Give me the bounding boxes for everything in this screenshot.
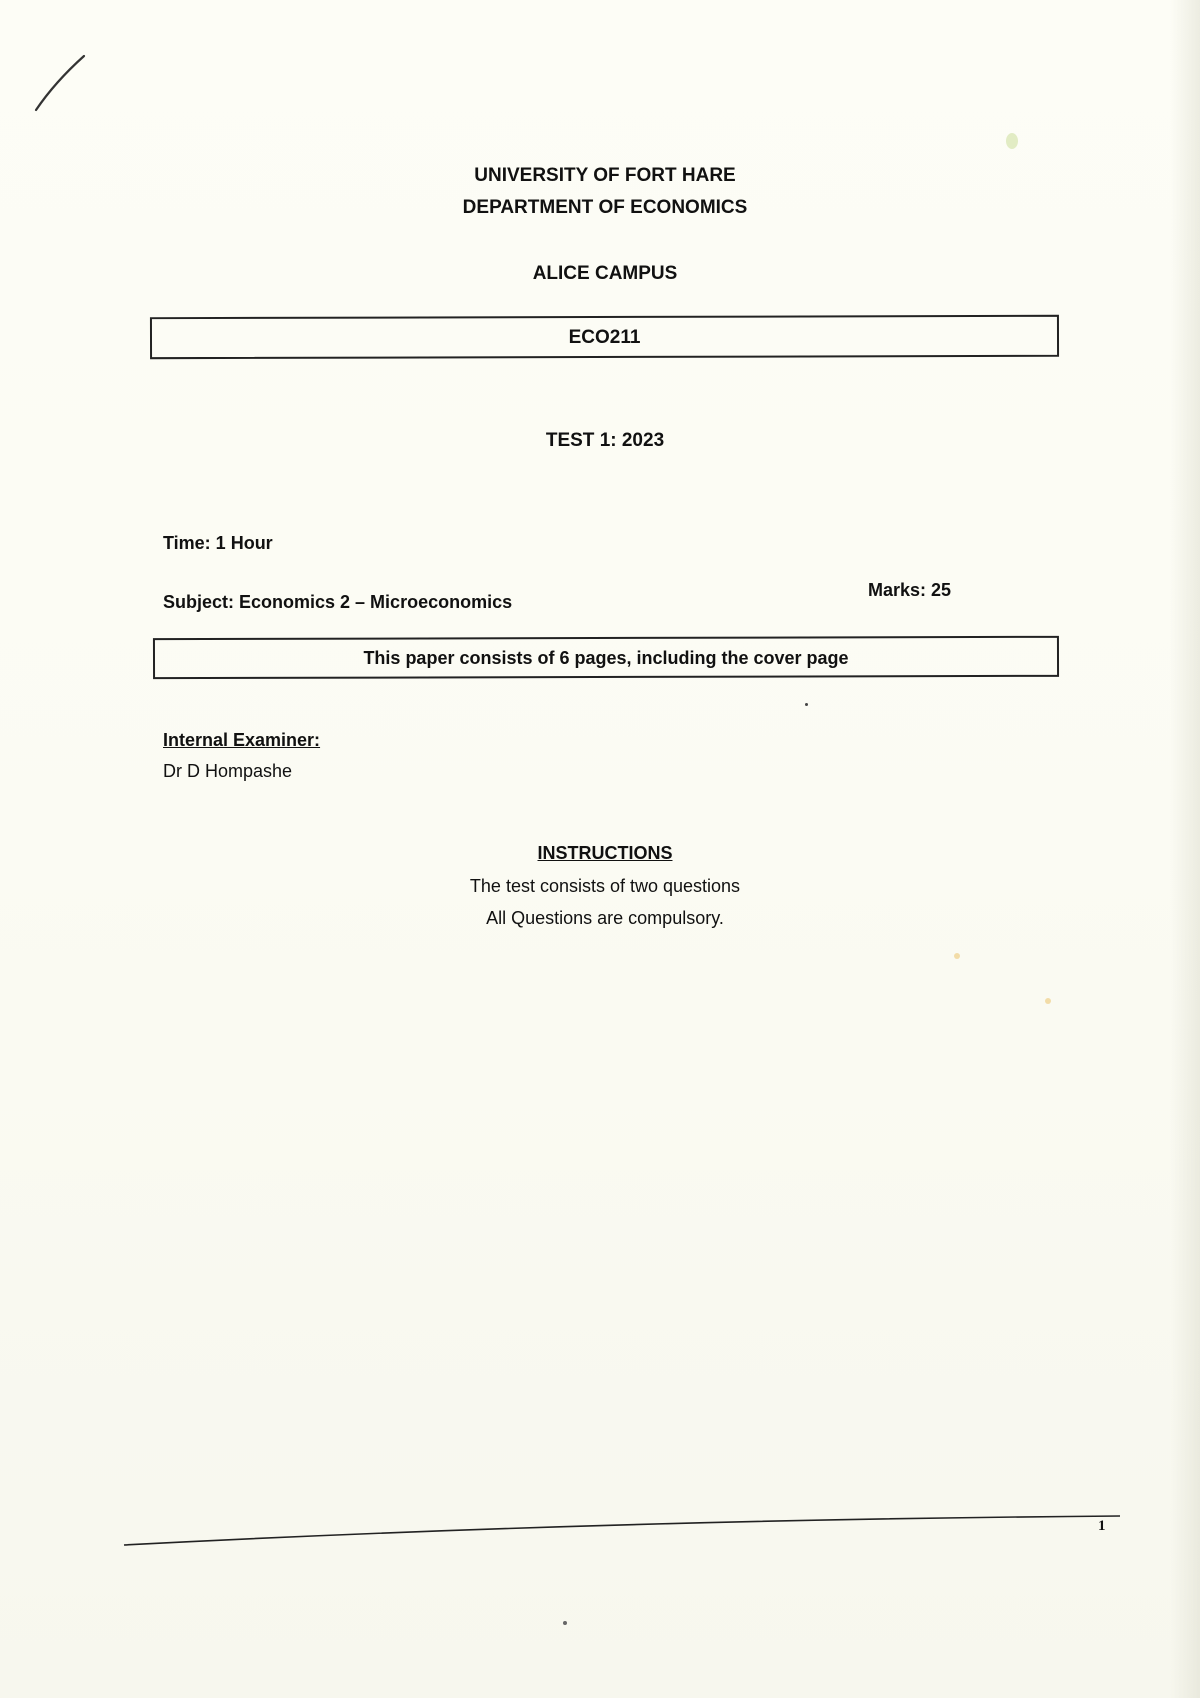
- paper-speck: [1006, 133, 1018, 149]
- time-allowed: Time: 1 Hour: [163, 533, 273, 553]
- subject-line: Subject: Economics 2 – Microeconomics: [163, 592, 513, 612]
- paper-speck: [1045, 998, 1051, 1004]
- page-number: 1: [1098, 1518, 1106, 1534]
- paper-speck: [954, 953, 960, 959]
- pages-notice: This paper consists of 6 pages, including the cover page: [363, 648, 849, 668]
- campus-name: ALICE CAMPUS: [532, 263, 678, 284]
- examiner-name: Dr D Hompashe: [163, 761, 293, 781]
- paper-speck: [805, 703, 808, 706]
- total-marks: Marks: 25: [868, 580, 952, 600]
- instructions-heading: INSTRUCTIONS: [537, 843, 673, 863]
- examiner-label: Internal Examiner:: [163, 730, 321, 750]
- test-title: TEST 1: 2023: [545, 430, 665, 451]
- instruction-line: The test consists of two questions: [469, 876, 741, 896]
- paper-speck: [563, 1621, 567, 1625]
- university-name: UNIVERSITY OF FORT HARE: [474, 165, 736, 186]
- department-name: DEPARTMENT OF ECONOMICS: [462, 197, 748, 218]
- pen-stroke-mark: [0, 0, 120, 130]
- course-code: ECO211: [568, 327, 641, 348]
- instruction-line: All Questions are compulsory.: [486, 908, 724, 928]
